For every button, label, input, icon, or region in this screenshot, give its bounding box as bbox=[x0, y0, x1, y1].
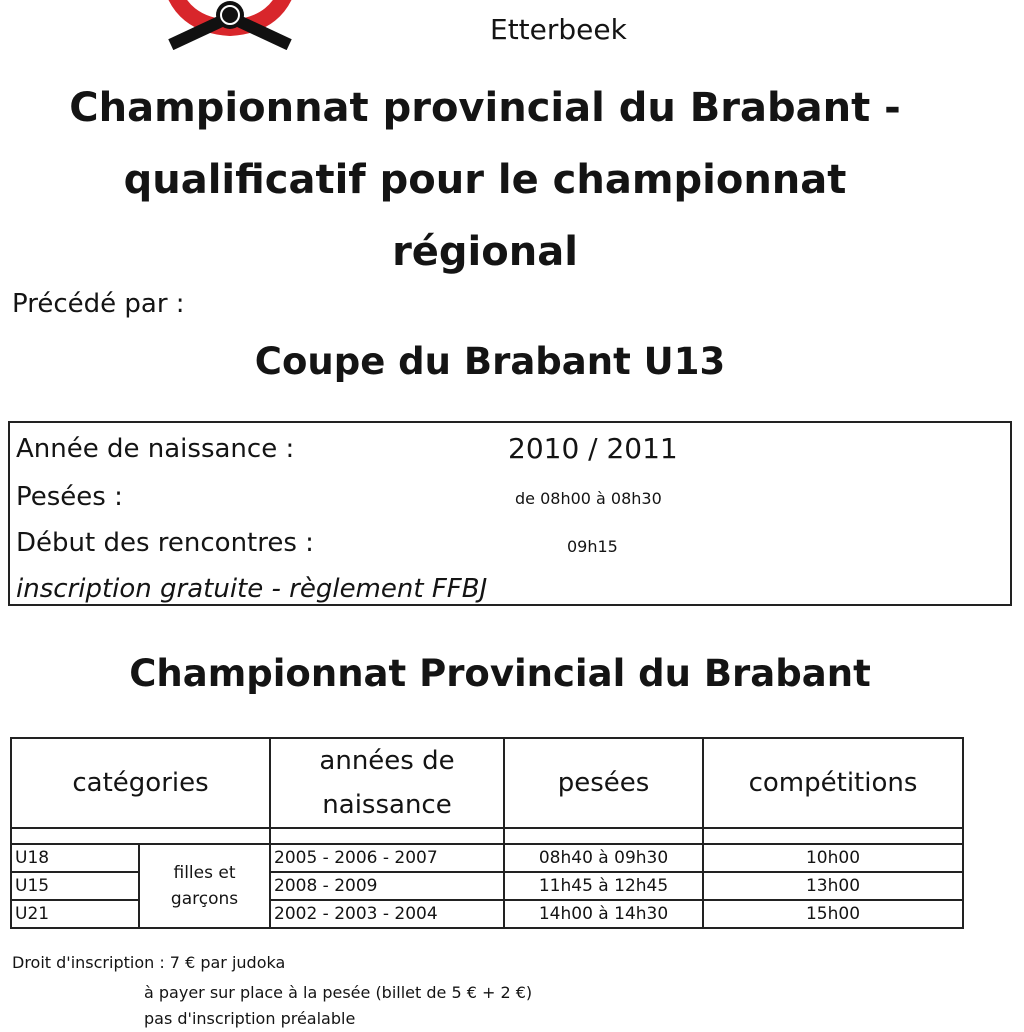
years-cell: 2005 - 2006 - 2007 bbox=[270, 844, 504, 872]
competition-cell: 15h00 bbox=[703, 900, 963, 928]
categories-table bbox=[10, 737, 964, 929]
fee-line-3: pas d'inscription préalable bbox=[144, 1009, 356, 1028]
years-cell: 2008 - 2009 bbox=[270, 872, 504, 900]
competition-cell: 10h00 bbox=[703, 844, 963, 872]
gender-cell: filles et garçons bbox=[139, 844, 270, 928]
preceded-label: Précédé par : bbox=[12, 289, 185, 319]
competition-cell: 13h00 bbox=[703, 872, 963, 900]
col-header-competitions: compétitions bbox=[703, 738, 963, 828]
championship-heading: Championnat Provincial du Brabant bbox=[129, 652, 871, 695]
weigh-value: de 08h00 à 08h30 bbox=[515, 489, 662, 508]
club-name: Etterbeek bbox=[490, 13, 627, 46]
main-title-line-3: régional bbox=[392, 229, 578, 275]
category-cell: U15 bbox=[11, 872, 139, 900]
judo-belt-logo-icon bbox=[150, 0, 310, 50]
fee-line-2: à payer sur place à la pesée (billet de 5 € + 2 €) bbox=[144, 983, 533, 1002]
fee-line-1: Droit d'inscription : 7 € par judoka bbox=[12, 953, 286, 972]
main-title bbox=[20, 72, 950, 288]
u13-heading: Coupe du Brabant U13 bbox=[254, 340, 726, 383]
start-label: Début des rencontres : bbox=[16, 528, 314, 558]
weigh-label: Pesées : bbox=[16, 482, 123, 512]
col-header-birth-years: années de naissance bbox=[270, 738, 504, 828]
u13-info-box bbox=[8, 421, 1012, 606]
years-cell: 2002 - 2003 - 2004 bbox=[270, 900, 504, 928]
birth-label: Année de naissance : bbox=[16, 434, 295, 464]
category-cell: U18 bbox=[11, 844, 139, 872]
col-header-categories: catégories bbox=[11, 738, 270, 828]
main-title-line-1: Championnat provincial du Brabant - bbox=[69, 85, 901, 131]
col-header-weigh-in: pesées bbox=[504, 738, 703, 828]
category-cell: U21 bbox=[11, 900, 139, 928]
table-row bbox=[11, 844, 963, 872]
weigh-cell: 14h00 à 14h30 bbox=[504, 900, 703, 928]
table-header-row bbox=[11, 738, 963, 828]
start-value: 09h15 bbox=[567, 537, 618, 556]
weigh-cell: 11h45 à 12h45 bbox=[504, 872, 703, 900]
birth-value: 2010 / 2011 bbox=[508, 432, 678, 465]
main-title-line-2: qualificatif pour le championnat bbox=[123, 157, 847, 203]
table-spacer-row bbox=[11, 828, 963, 844]
registration-note: inscription gratuite - règlement FFBJ bbox=[16, 574, 488, 604]
weigh-cell: 08h40 à 09h30 bbox=[504, 844, 703, 872]
